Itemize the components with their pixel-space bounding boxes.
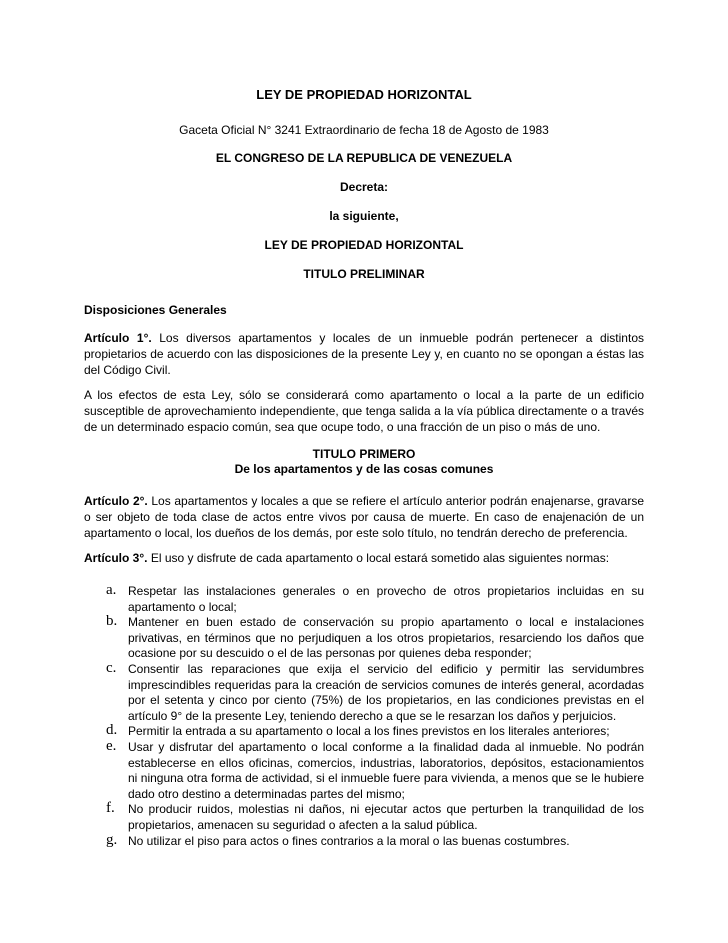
list-item-text: No producir ruidos, molestias ni daños, ni ejecutar actos que perturben la tranquilidad de los propietarios, amenacen su seguridad o afecten a la salud pública. bbox=[128, 802, 644, 832]
article-2-paragraph bbox=[84, 493, 644, 541]
titulo-primero-heading: TITULO PRIMERO bbox=[312, 447, 416, 461]
article-3-text: El uso y disfrute de cada apartamento o local estará sometido alas siguientes normas: bbox=[147, 551, 610, 565]
article-2-label: Artículo 2°. bbox=[84, 494, 148, 508]
article-1-paragraph-2: A los efectos de esta Ley, sólo se considerará como apartamento o local a la parte de un edificio susceptible de aprovechamiento independiente, que tenga salida a la vía pública directamente o a través de un determinado espacio común, sea que ocupe todo, o una fracción de un piso o más de uno. bbox=[84, 388, 644, 434]
article-2-text: Los apartamentos y locales a que se refiere el artículo anterior podrán enajenarse, gravarse o ser objeto de toda clase de actos entre vivos por causa de muerte. En caso de enajenación de un apartamento o local, los dueños de los demás, por este solo título, no tendrán derecho de preferencia. bbox=[84, 494, 644, 540]
gazette-reference: Gaceta Oficial N° 3241 Extraordinario de fecha 18 de Agosto de 1983 bbox=[179, 123, 549, 137]
law-name-heading: LEY DE PROPIEDAD HORIZONTAL bbox=[264, 238, 464, 252]
list-item-text: Mantener en buen estado de conservación su propio apartamento o local e instalaciones privativas, en términos que no perjudiquen a los otros propietarios, resarciendo los daños que ocasione por su descuido o el de las personas por quienes deba responder; bbox=[128, 615, 644, 661]
list-marker: f. bbox=[106, 800, 115, 817]
article-1-label: Artículo 1°. bbox=[84, 331, 152, 345]
article-3-label: Artículo 3°. bbox=[84, 551, 148, 565]
section-heading: Disposiciones Generales bbox=[84, 303, 227, 317]
list-item bbox=[106, 659, 644, 724]
list-item-text: Permitir la entrada a su apartamento o local a los fines previstos en los literales anteriores; bbox=[128, 724, 610, 739]
list-marker: e. bbox=[106, 737, 117, 754]
list-marker: g. bbox=[106, 831, 118, 848]
list-item bbox=[106, 802, 644, 833]
list-item bbox=[106, 615, 644, 662]
list-item bbox=[106, 737, 644, 802]
list-item bbox=[106, 831, 644, 850]
article-1-paragraph bbox=[84, 330, 644, 378]
list-marker: a. bbox=[106, 582, 117, 598]
siguiente-line: la siguiente, bbox=[329, 209, 399, 223]
list-marker: d. bbox=[106, 722, 118, 739]
decreta-line: Decreta: bbox=[339, 180, 389, 194]
congress-heading: EL CONGRESO DE LA REPUBLICA DE VENEZUELA bbox=[215, 151, 513, 165]
document-title: LEY DE PROPIEDAD HORIZONTAL bbox=[256, 87, 472, 102]
norms-list bbox=[106, 584, 644, 849]
titulo-preliminar-heading: TITULO PRELIMINAR bbox=[303, 267, 425, 281]
list-marker: c. bbox=[106, 659, 117, 676]
list-item-text: Consentir las reparaciones que exija el servicio del edificio y permitir las servidumbres imprescindibles requeridas para la creación de servicios comunes de interés general, acordadas por el setenta y cinco por ciento (75%) de los propietarios, en las condiciones previstas en el artículo 9° de la presente Ley, teniendo derecho a que se le resarzan los daños y perjuicios. bbox=[128, 661, 644, 723]
list-item-text: Usar y disfrutar del apartamento o local conforme a la finalidad dada al inmueble. No podrán establecerse en ellos oficinas, comercios, industrias, laboratorios, depósitos, estacionamientos ni ninguna otra forma de actividad, si el inmueble fuere para vivienda, a menos que se le hubiere dado otro destino a determinadas partes del mismo; bbox=[128, 739, 644, 801]
article-1-text: Los diversos apartamentos y locales de un inmueble podrán pertenecer a distintos propietarios de acuerdo con las disposiciones de la presente Ley y, en cuanto no se opongan a éstas las del Código Civil. bbox=[84, 331, 644, 377]
list-item bbox=[106, 724, 644, 740]
article-3-paragraph bbox=[84, 550, 644, 566]
list-item-text: No utilizar el piso para actos o fines contrarios a la moral o las buenas costumbres. bbox=[128, 833, 570, 848]
list-item bbox=[106, 584, 644, 615]
list-item-text: Respetar las instalaciones generales o en provecho de otros propietarios incluidas en su apartamento o local; bbox=[128, 584, 644, 614]
list-marker: b. bbox=[106, 613, 118, 630]
titulo-primero-subheading: De los apartamentos y de las cosas comunes bbox=[234, 462, 494, 476]
